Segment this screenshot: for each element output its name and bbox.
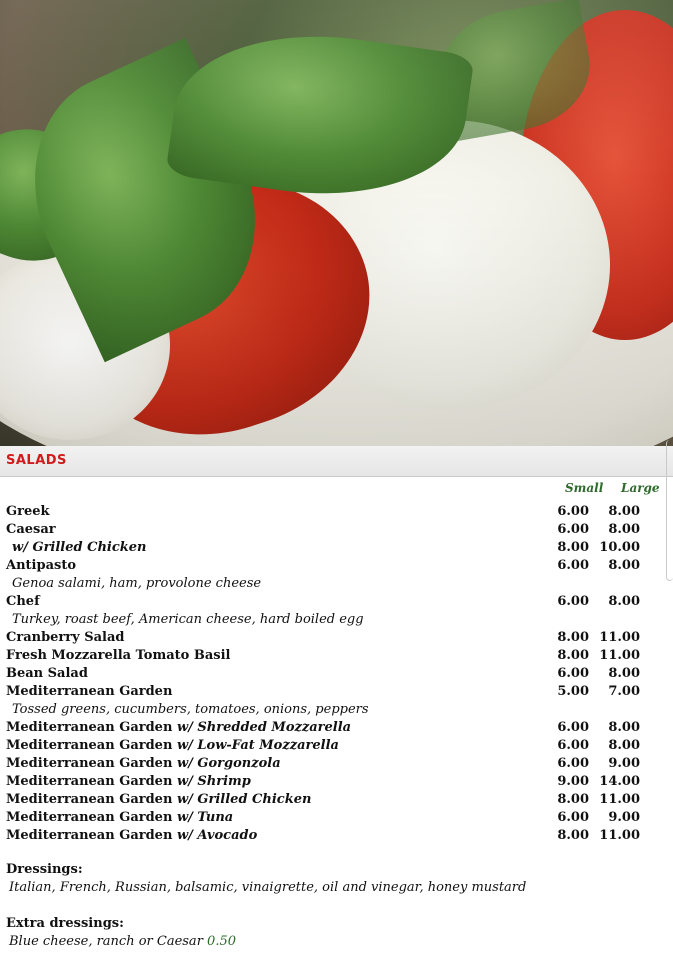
item-variant: w/ Shrimp (176, 774, 251, 789)
price-small: 6.00 (557, 756, 589, 771)
price-large: 8.00 (608, 738, 640, 753)
item-name-text: Bean Salad (6, 666, 88, 681)
item-variant: w/ Shredded Mozzarella (176, 720, 352, 735)
item-name-text: Mediterranean Garden (6, 756, 173, 771)
price-large: 9.00 (608, 756, 640, 771)
menu-item-row (0, 665, 673, 683)
dressings-title: Dressings: (6, 862, 83, 877)
price-small: 6.00 (557, 720, 589, 735)
price-large: 11.00 (599, 648, 640, 663)
item-name-text: Caesar (6, 522, 56, 537)
item-name-text: Antipasto (6, 558, 76, 573)
column-header-large: Large (621, 481, 660, 495)
item-name (6, 521, 56, 539)
menu-item-row (0, 755, 673, 773)
price-small: 8.00 (557, 828, 589, 843)
price-large: 8.00 (608, 504, 640, 519)
item-description: Turkey, roast beef, American cheese, hard boiled egg (12, 612, 364, 627)
item-description-row (0, 575, 673, 593)
price-small: 8.00 (557, 648, 589, 663)
menu-item-row (0, 719, 673, 737)
item-variant: w/ Low-Fat Mozzarella (176, 738, 339, 753)
menu-item-row (0, 647, 673, 665)
item-name-text: Mediterranean Garden (6, 738, 173, 753)
menu-item-row (0, 503, 673, 521)
price-large: 8.00 (608, 522, 640, 537)
price-large: 10.00 (599, 540, 640, 555)
menu-item-row (0, 827, 673, 845)
section-header (0, 446, 673, 477)
item-name (12, 539, 147, 557)
item-name-text: w/ Grilled Chicken (12, 540, 147, 555)
price-small: 6.00 (557, 738, 589, 753)
extra-dressings-price: 0.50 (207, 934, 236, 949)
item-name (6, 737, 339, 755)
price-small: 9.00 (557, 774, 589, 789)
price-small: 6.00 (557, 522, 589, 537)
item-description: Tossed greens, cucumbers, tomatoes, onions, peppers (12, 702, 369, 717)
price-small: 6.00 (557, 666, 589, 681)
item-name-text: Mediterranean Garden (6, 828, 173, 843)
item-variant: w/ Tuna (176, 810, 234, 825)
price-large: 14.00 (599, 774, 640, 789)
menu-item-row (0, 737, 673, 755)
item-name (6, 629, 124, 647)
price-small: 6.00 (557, 504, 589, 519)
item-name (6, 773, 251, 791)
item-name (6, 791, 311, 809)
section-title: SALADS (6, 453, 67, 468)
item-variant: w/ Avocado (176, 828, 258, 843)
item-name-text: Fresh Mozzarella Tomato Basil (6, 648, 231, 663)
item-description: Genoa salami, ham, provolone cheese (12, 576, 262, 591)
price-large: 11.00 (599, 630, 640, 645)
menu-item-row (0, 557, 673, 575)
item-name (6, 665, 88, 683)
item-variant: w/ Gorgonzola (176, 756, 281, 771)
item-name (6, 683, 172, 701)
photo-shading (0, 0, 673, 446)
menu-item-row (0, 521, 673, 539)
item-name (6, 647, 230, 665)
price-small: 8.00 (557, 792, 589, 807)
menu-item-row (0, 629, 673, 647)
item-name-text: Chef (6, 594, 40, 609)
price-large: 9.00 (608, 810, 640, 825)
price-small: 5.00 (557, 684, 589, 699)
item-name (6, 557, 76, 575)
price-large: 8.00 (608, 558, 640, 573)
price-large: 11.00 (599, 792, 640, 807)
item-name-text: Mediterranean Garden (6, 774, 173, 789)
item-name-text: Greek (6, 504, 50, 519)
price-small: 6.00 (557, 810, 589, 825)
item-name-text: Cranberry Salad (6, 630, 125, 645)
menu-item-row (0, 791, 673, 809)
price-small: 6.00 (557, 594, 589, 609)
menu-item-row (0, 809, 673, 827)
extra-dressings-text: Blue cheese, ranch or Caesar (9, 934, 203, 949)
menu-item-row (0, 773, 673, 791)
item-name (6, 827, 257, 845)
price-large: 8.00 (608, 594, 640, 609)
price-large: 11.00 (599, 828, 640, 843)
menu-item-row (0, 593, 673, 611)
item-name-text: Mediterranean Garden (6, 720, 173, 735)
dressings-text: Italian, French, Russian, balsamic, vinaigrette, oil and vinegar, honey mustard (9, 880, 527, 895)
price-large: 8.00 (608, 720, 640, 735)
price-small: 8.00 (557, 630, 589, 645)
item-name (6, 503, 50, 521)
item-name-text: Mediterranean Garden (6, 810, 173, 825)
price-small: 8.00 (557, 540, 589, 555)
item-name (6, 593, 40, 611)
column-header-small: Small (565, 481, 604, 495)
item-variant: w/ Grilled Chicken (176, 792, 312, 807)
extra-dressings-line (9, 934, 236, 949)
price-small: 6.00 (557, 558, 589, 573)
price-large: 8.00 (608, 666, 640, 681)
price-large: 7.00 (608, 684, 640, 699)
menu-item-row (0, 539, 673, 557)
item-description-row (0, 701, 673, 719)
salad-photo (0, 0, 673, 446)
item-name-text: Mediterranean Garden (6, 792, 173, 807)
extra-dressings-title: Extra dressings: (6, 916, 124, 931)
item-name-text: Mediterranean Garden (6, 684, 173, 699)
item-name (6, 755, 281, 773)
item-description-row (0, 611, 673, 629)
item-name (6, 719, 351, 737)
menu-item-row (0, 683, 673, 701)
item-name (6, 809, 233, 827)
